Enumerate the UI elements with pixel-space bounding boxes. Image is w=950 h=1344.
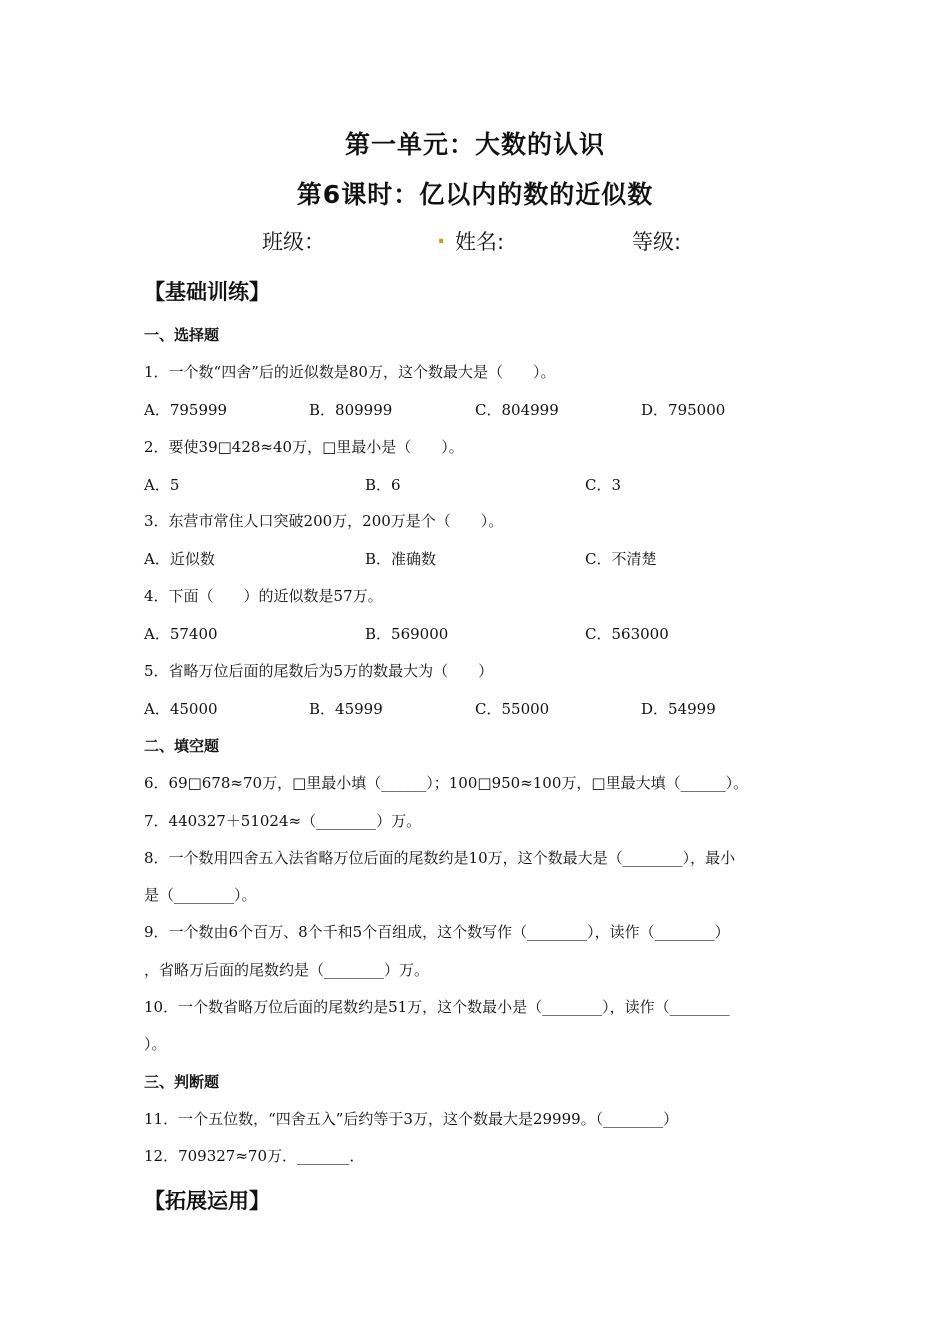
q2-option-b: B．6 [365, 476, 401, 494]
q4-option-b: B．569000 [365, 625, 449, 643]
marker-dot: . [437, 224, 446, 249]
q4-option-a: A．57400 [144, 625, 218, 643]
question-12: 12．709327≈70万．_______． [144, 1147, 365, 1165]
q4-option-c: C．563000 [585, 625, 669, 643]
q1-option-a: A．795999 [144, 401, 228, 419]
q1-option-c: C．804999 [475, 401, 559, 419]
part-fill-in: 二、填空题 [144, 737, 220, 755]
section-extension: 【拓展运用】 [144, 1189, 270, 1213]
q2-option-c: C．3 [585, 476, 622, 494]
section-basic-training: 【基础训练】 [144, 280, 270, 304]
question-5: 5．省略万位后面的尾数后为5万的数最大为（ ） [144, 662, 494, 680]
part-true-false: 三、判断题 [144, 1073, 220, 1091]
question-4: 4．下面（ ）的近似数是57万。 [144, 587, 383, 605]
lesson-title: 第6课时：亿以内的数的近似数 [296, 180, 654, 209]
question-11: 11．一个五位数，“四舍五入”后约等于3万，这个数最大是29999。（________） [144, 1110, 679, 1128]
q3-option-b: B．准确数 [365, 550, 437, 568]
class-label: 班级： [262, 230, 325, 254]
grade-label: 等级: [632, 230, 682, 254]
q2-option-a: A．5 [144, 476, 180, 494]
question-1: 1．一个数“四舍”后的近似数是80万，这个数最大是（ ）。 [144, 363, 556, 381]
q3-option-c: C．不清楚 [585, 550, 657, 568]
question-2: 2．要使39□428≈40万，□里最小是（ ）。 [144, 438, 464, 456]
question-3: 3．东营市常住人口突破200万，200万是个（ ）。 [144, 512, 504, 530]
q1-option-b: B．809999 [309, 401, 393, 419]
question-8-line-1: 8．一个数用四舍五入法省略万位后面的尾数约是10万，这个数最大是（________），最小 [144, 849, 736, 867]
q1-option-d: D．795000 [641, 401, 726, 419]
question-7: 7．440327＋51024≈（________）万。 [144, 812, 422, 830]
part-multiple-choice: 一、选择题 [144, 326, 220, 344]
question-8-line-2: 是（________）。 [144, 886, 257, 904]
q5-option-c: C．55000 [475, 700, 550, 718]
question-6: 6．69□678≈70万，□里最小填（______）；100□950≈100万，□里最大填（______）。 [144, 774, 749, 792]
q3-option-a: A．近似数 [144, 550, 215, 568]
unit-title: 第一单元：大数的认识 [344, 130, 605, 159]
question-10-line-1: 10．一个数省略万位后面的尾数约是51万，这个数最小是（________），读作（________ [144, 998, 730, 1016]
q5-option-a: A．45000 [144, 700, 218, 718]
q5-option-d: D．54999 [641, 700, 716, 718]
question-9-line-2: ，省略万后面的尾数约是（________）万。 [144, 961, 430, 979]
question-10-line-2: ）。 [144, 1035, 167, 1053]
question-9-line-1: 9．一个数由6个百万、8个千和5个百组成，这个数写作（________），读作（________） [144, 923, 730, 941]
q5-option-b: B．45999 [309, 700, 383, 718]
name-label: 姓名: [455, 230, 505, 254]
